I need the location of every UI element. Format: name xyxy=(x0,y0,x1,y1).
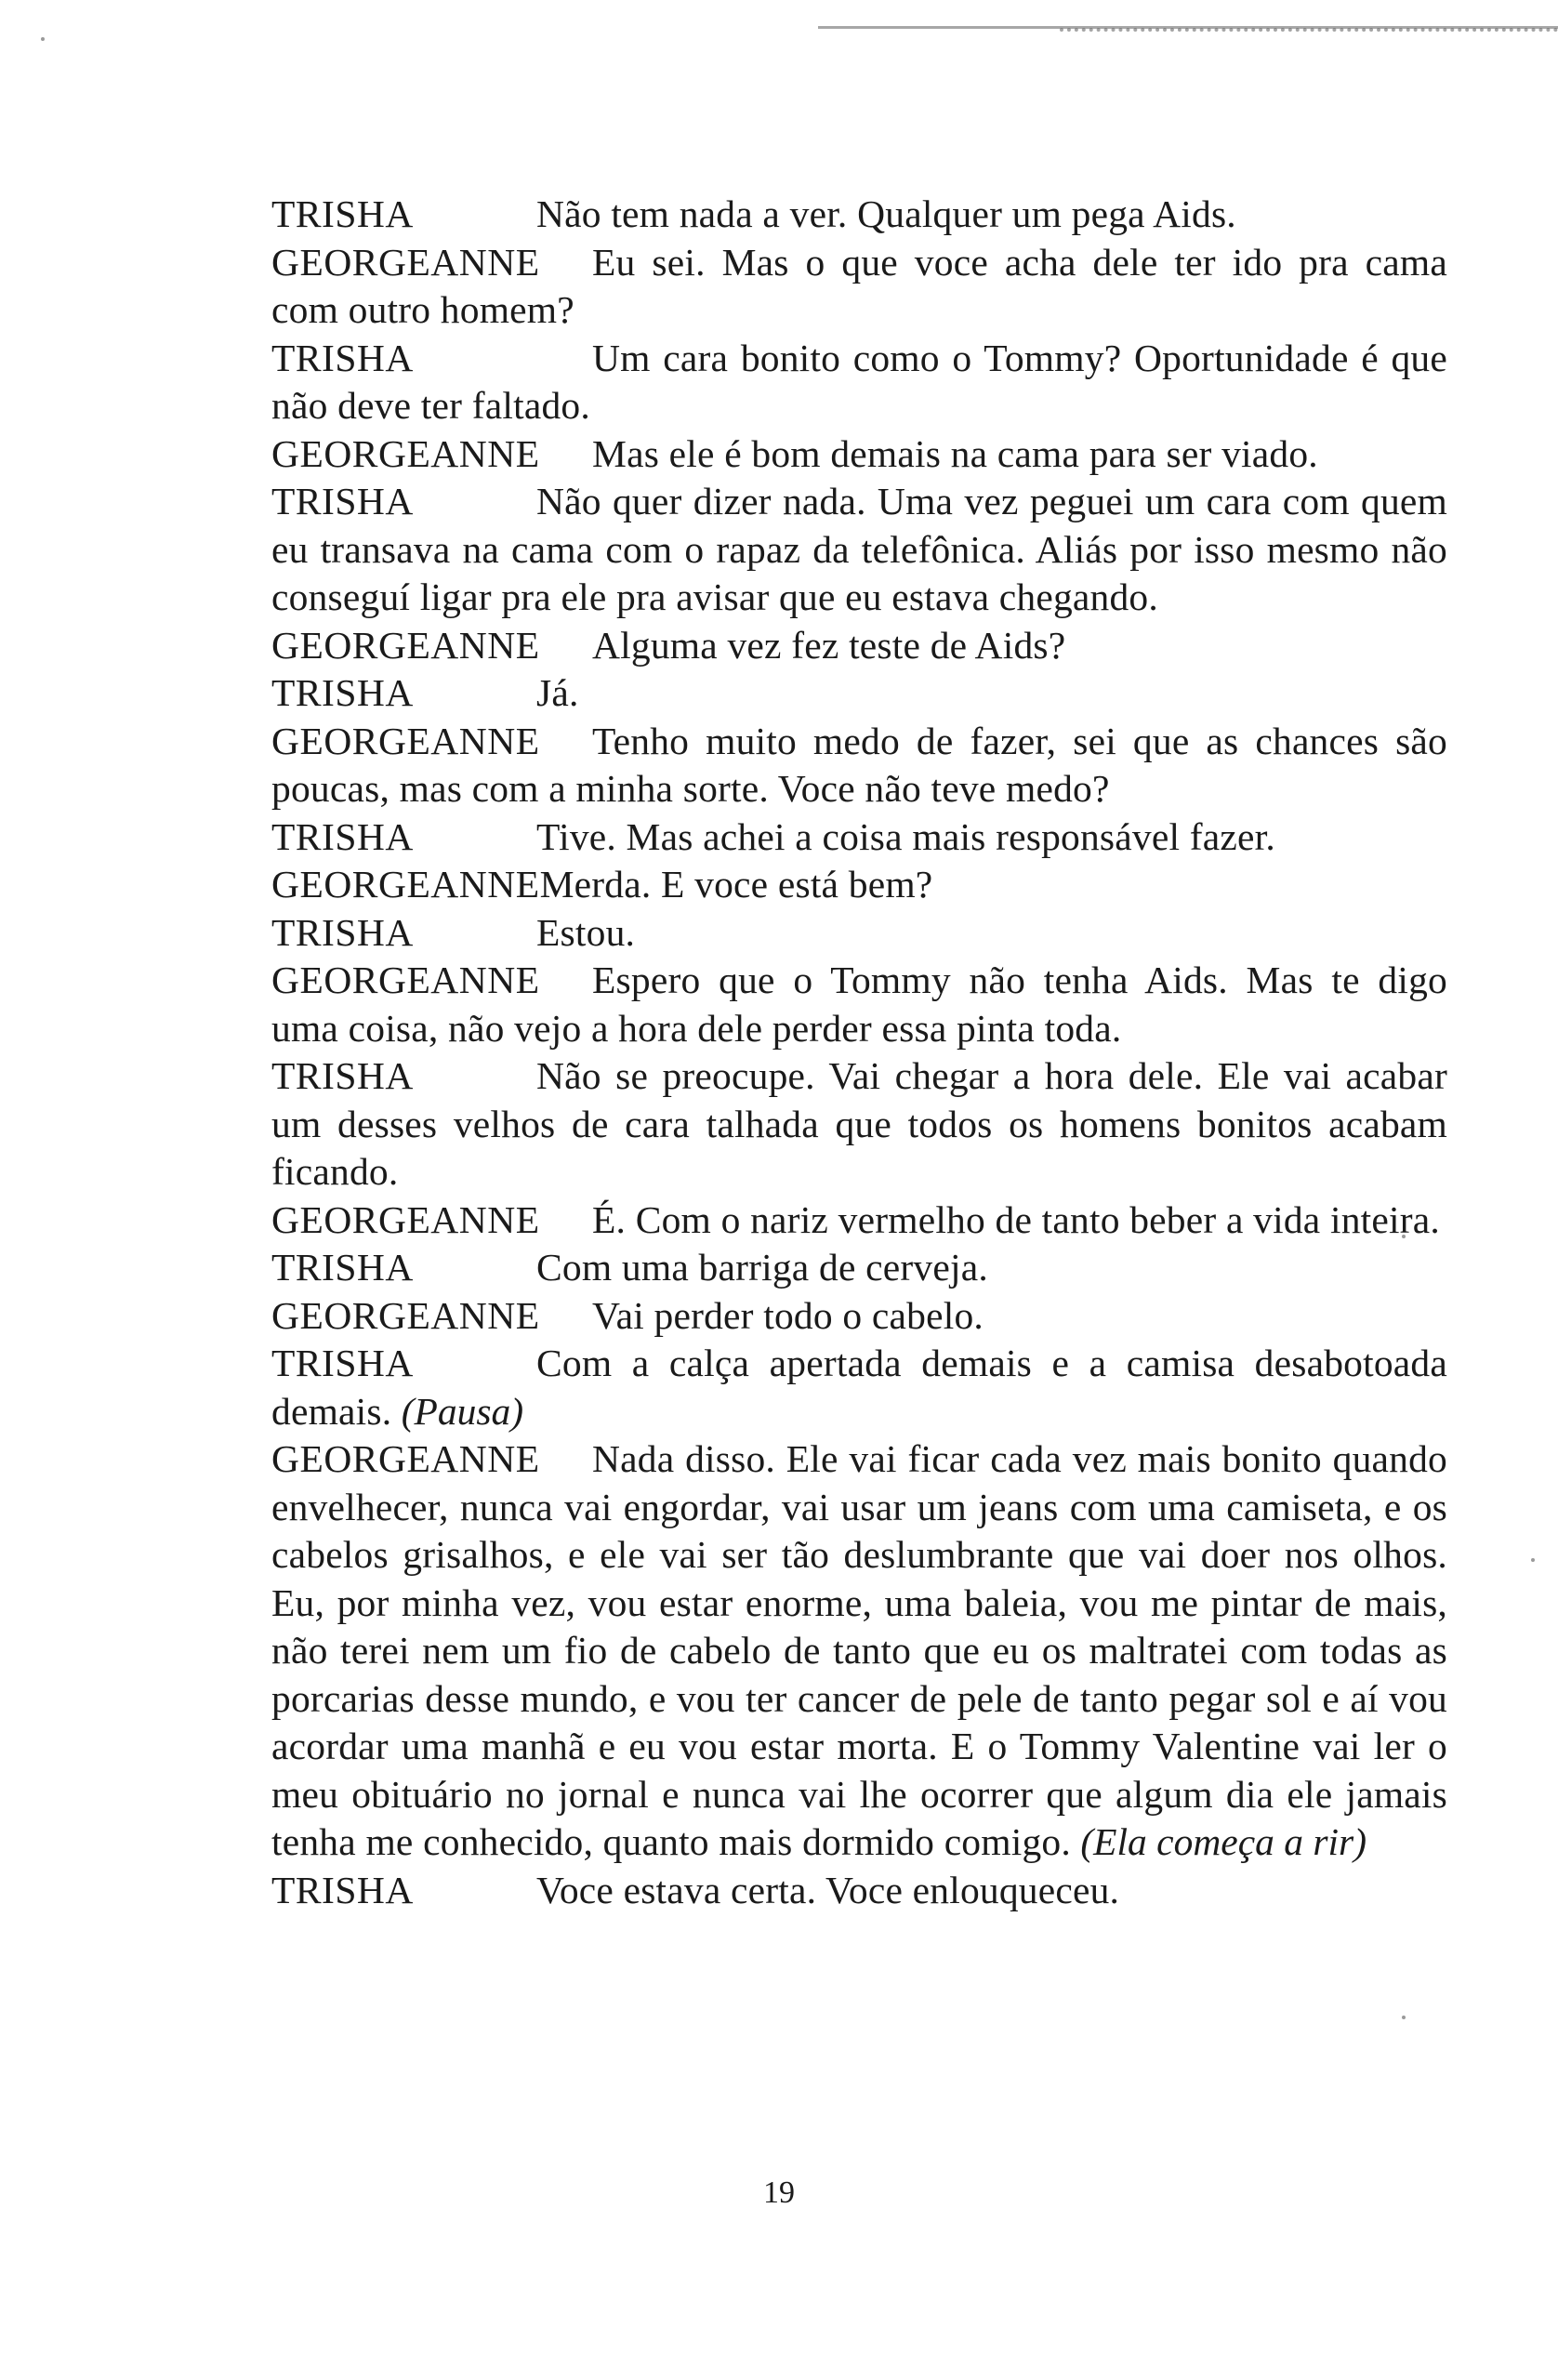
scan-speck xyxy=(1531,1558,1535,1562)
dialogue-line: Espero que o Tommy não tenha Aids. Mas te digo uma coisa, não vejo a hora dele perder essa pinta toda. xyxy=(271,959,1447,1050)
stage-direction: (Pausa) xyxy=(401,1389,524,1433)
dialogue-line: É. Com o nariz vermelho de tanto beber a vida inteira. xyxy=(592,1197,1440,1241)
dialogue-entry xyxy=(271,1292,1447,1341)
dialogue-line: Vai perder todo o cabelo. xyxy=(592,1293,984,1337)
dialogue-line: Com uma barriga de cerveja. xyxy=(536,1246,988,1289)
speaker-name: TRISHA xyxy=(271,1868,414,1911)
dialogue-entry xyxy=(271,1197,1447,1245)
dialogue-entry xyxy=(271,478,1447,622)
dialogue-line: Não quer dizer nada. Uma vez peguei um cara com quem eu transava na cama com o rapaz da telefônica. Aliás por isso mesmo não conseguí ligar pra ele pra avisar que eu estava chegando. xyxy=(271,480,1447,618)
scan-speck xyxy=(1402,2016,1406,2019)
speaker-name: TRISHA xyxy=(271,192,414,235)
dialogue-entry xyxy=(271,861,1447,909)
play-script xyxy=(271,191,1447,1914)
scan-speck xyxy=(41,37,45,41)
dialogue-entry xyxy=(271,1244,1447,1292)
speaker-name: GEORGEANNE xyxy=(271,863,540,906)
speaker-name: GEORGEANNE xyxy=(271,1437,540,1480)
speaker-name: TRISHA xyxy=(271,814,414,858)
scan-edge-noise xyxy=(1060,28,1558,32)
dialogue-entry xyxy=(271,957,1447,1052)
speaker-name: GEORGEANNE xyxy=(271,623,540,667)
dialogue-entry xyxy=(271,1052,1447,1197)
dialogue-entry xyxy=(271,430,1447,479)
dialogue-line: Um cara bonito como o Tommy? Oportunidade é que não deve ter faltado. xyxy=(271,336,1447,427)
speaker-name: GEORGEANNE xyxy=(271,719,540,762)
speaker-name: TRISHA xyxy=(271,336,414,379)
dialogue-entry xyxy=(271,669,1447,718)
dialogue-line: Mas ele é bom demais na cama para ser viado. xyxy=(592,431,1318,475)
dialogue-entry xyxy=(271,909,1447,958)
speaker-name: TRISHA xyxy=(271,480,414,522)
speaker-name: TRISHA xyxy=(271,1054,414,1097)
dialogue-line: Não se preocupe. Vai chegar a hora dele. Ele vai acabar um desses velhos de cara talhada que todos os homens bonitos acabam ficando. xyxy=(271,1054,1447,1193)
dialogue-entry xyxy=(271,1867,1447,1915)
speaker-name: GEORGEANNE xyxy=(271,240,540,284)
dialogue-entry xyxy=(271,718,1447,813)
dialogue-line: Não tem nada a ver. Qualquer um pega Aids. xyxy=(536,192,1236,235)
speaker-name: GEORGEANNE xyxy=(271,431,540,475)
speaker-name: TRISHA xyxy=(271,1246,414,1289)
speaker-name: GEORGEANNE xyxy=(271,1293,540,1337)
dialogue-line: Alguma vez fez teste de Aids? xyxy=(592,623,1066,667)
dialogue-line: Nada disso. Ele vai ficar cada vez mais bonito quando envelhecer, nunca vai engordar, vai usar um jeans com uma camiseta, e os cabelos grisalhos, e ele vai ser tão deslumbrante que vai doer nos olhos. Eu, por minha vez, vou estar enorme, uma baleia, vou me pintar de mais, não terei nem um fio de cabelo de tanto que eu os maltratei com todas as porcarias desse mundo, e vou ter cancer de pele de tanto pegar sol e aí vou acordar uma manhã e eu vou estar morta. E o Tommy Valentine vai ler o meu obituário no jornal e nunca vai lhe ocorrer que algum dia ele jamais tenha me conhecido, quanto mais dormido comigo. xyxy=(271,1437,1447,1863)
speaker-name: GEORGEANNE xyxy=(271,1197,540,1241)
dialogue-line: Tenho muito medo de fazer, sei que as chances são poucas, mas com a minha sorte. Voce não teve medo? xyxy=(271,719,1447,810)
speaker-name: TRISHA xyxy=(271,671,414,714)
dialogue-entry xyxy=(271,239,1447,335)
speaker-name: GEORGEANNE xyxy=(271,959,540,1001)
dialogue-entry xyxy=(271,335,1447,430)
speaker-name: TRISHA xyxy=(271,1342,414,1384)
page-number: 19 xyxy=(763,2175,795,2210)
dialogue-line: Voce estava certa. Voce enlouqueceu. xyxy=(536,1868,1120,1911)
dialogue-entry xyxy=(271,1435,1447,1867)
dialogue-line: Tive. Mas achei a coisa mais responsável fazer. xyxy=(536,814,1275,858)
dialogue-line: Merda. E voce está bem? xyxy=(539,863,933,906)
stage-direction: (Ela começa a rir) xyxy=(1080,1820,1367,1863)
dialogue-line: Estou. xyxy=(536,910,636,954)
dialogue-entry xyxy=(271,813,1447,862)
dialogue-entry xyxy=(271,622,1447,670)
dialogue-line: Já. xyxy=(536,671,579,714)
speaker-name: TRISHA xyxy=(271,910,414,954)
dialogue-line: Com a calça apertada demais e a camisa desabotoada demais. xyxy=(271,1342,1447,1433)
dialogue-entry xyxy=(271,191,1447,239)
dialogue-line: Eu sei. Mas o que voce acha dele ter ido pra cama com outro homem? xyxy=(271,240,1447,331)
dialogue-entry xyxy=(271,1340,1447,1435)
